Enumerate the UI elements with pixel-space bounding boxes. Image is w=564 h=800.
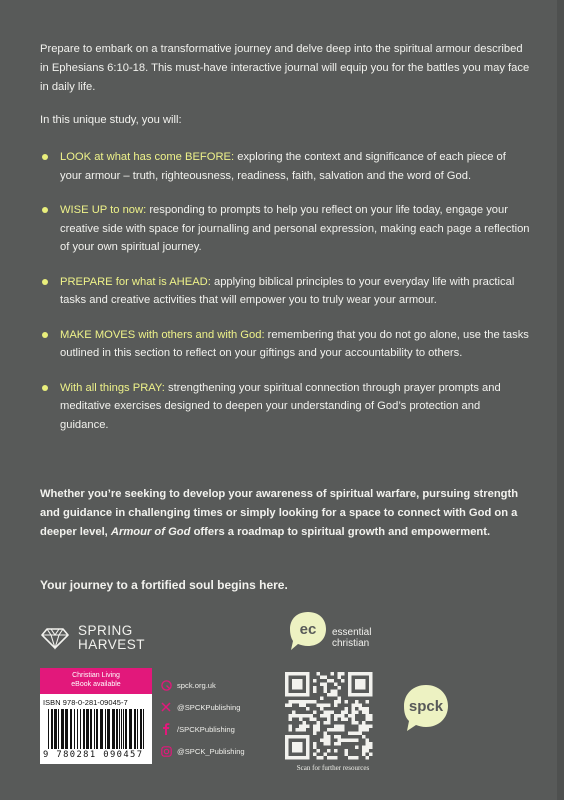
unique-study-line: In this unique study, you will: — [40, 114, 182, 126]
essential-christian-wordmark — [332, 627, 371, 649]
ec-mark: ec — [299, 621, 317, 638]
bullet-item-pray — [40, 379, 530, 435]
closing-text-before: Whether you’re seeking to develop your awareness of spiritual warfare, pursuing strength and guidance in challenging times or simply looking for a space to connect with God on a deeper level, — [40, 488, 519, 538]
category-label: Christian Living — [72, 672, 120, 679]
isbn-label: ISBN 978-0-281-09045-7 — [43, 698, 128, 707]
contact-website[interactable] — [160, 674, 245, 696]
bullet-dot — [42, 207, 48, 213]
spck-logo — [401, 683, 451, 733]
bullet-highlight: With all things PRAY: — [60, 381, 165, 394]
barcode-digits: 9 780281 090457 — [43, 750, 144, 760]
bullet-text: exploring the context and significance of each piece of your armour – truth, righteousness, readiness, faith, salvation and the word of God. — [60, 151, 506, 182]
qr-code[interactable] — [285, 672, 379, 762]
contact-x[interactable] — [160, 696, 245, 718]
bullet-text: applying biblical principles to your everyday life with practical tasks and creative activities that will empower you to truly wear your armour. — [60, 275, 515, 306]
bullet-text: strengthening your spiritual connection through prayer prompts and meditative exercises designed to deepen your understanding of God’s protection and guidance. — [60, 381, 501, 431]
essential-christian-line1: essential — [332, 627, 372, 638]
web-icon — [160, 679, 172, 691]
bullet-dot — [42, 332, 48, 338]
bullet-highlight: MAKE MOVES with others and with God: — [60, 328, 265, 341]
facebook-handle: /SPCKPublishing — [177, 724, 235, 734]
qr-caption: Scan for further resources — [296, 764, 370, 772]
spine-edge — [557, 0, 564, 800]
bullet-text: remembering that you do not go alone, use the tasks outlined in this section to reflect on your giftings and your accountability to others. — [60, 328, 529, 359]
intro-text: Prepare to embark on a transformative journey and delve deep into the spiritual armour described in Ephesians 6:10-18. This must-have interactive journal will equip you for the battles you may face in daily life. — [40, 43, 530, 93]
essential-christian-line2: christian — [332, 638, 370, 649]
bullet-item-look — [40, 148, 530, 185]
bullet-highlight: PREPARE for what is AHEAD: — [60, 275, 211, 288]
bullet-highlight: LOOK at what has come BEFORE: — [60, 151, 235, 163]
essential-christian-logo — [288, 610, 371, 652]
spring-harvest-logo — [40, 624, 145, 652]
x-icon — [160, 701, 172, 713]
tagline: Your journey to a fortified soul begins here. — [40, 578, 288, 592]
bullet-list — [40, 148, 530, 450]
ec-speech-icon — [288, 610, 328, 652]
spring-harvest-wordmark — [78, 624, 145, 652]
bullet-dot — [42, 385, 48, 391]
diamond-heart-icon — [40, 626, 70, 650]
spring-harvest-line1: SPRING — [78, 623, 133, 638]
instagram-icon — [160, 745, 172, 757]
intro-paragraph — [40, 40, 530, 97]
contact-facebook[interactable] — [160, 718, 245, 740]
bullet-item-prepare — [40, 273, 530, 310]
bullet-highlight: WISE UP to now: — [60, 204, 147, 216]
facebook-icon — [160, 723, 172, 735]
spck-wordmark: spck — [408, 698, 444, 715]
bullet-item-make-moves — [40, 326, 530, 363]
bullet-dot — [42, 154, 48, 160]
barcode-graphic — [48, 709, 144, 749]
spring-harvest-line2: HARVEST — [78, 637, 146, 652]
bullet-text: responding to prompts to help you reflect on your life today, engage your creative side with space for journalling and personal expression, making each page a reflection of your own spiritual journey. — [60, 204, 530, 253]
contact-instagram[interactable] — [160, 740, 245, 762]
x-handle: @SPCKPublishing — [177, 702, 241, 712]
bullet-dot — [42, 279, 48, 285]
isbn-barcode-box — [40, 694, 152, 764]
ebook-label: eBook available — [71, 681, 121, 688]
closing-paragraph — [40, 485, 520, 542]
bullet-item-wise-up — [40, 201, 530, 257]
contact-list — [160, 674, 245, 762]
category-badge — [40, 668, 152, 694]
closing-text-after: offers a roadmap to spiritual growth and empowerment. — [190, 526, 491, 538]
book-title: Armour of God — [110, 526, 191, 538]
website-text: spck.org.uk — [177, 680, 216, 690]
instagram-handle: @SPCK_Publishing — [177, 746, 245, 756]
